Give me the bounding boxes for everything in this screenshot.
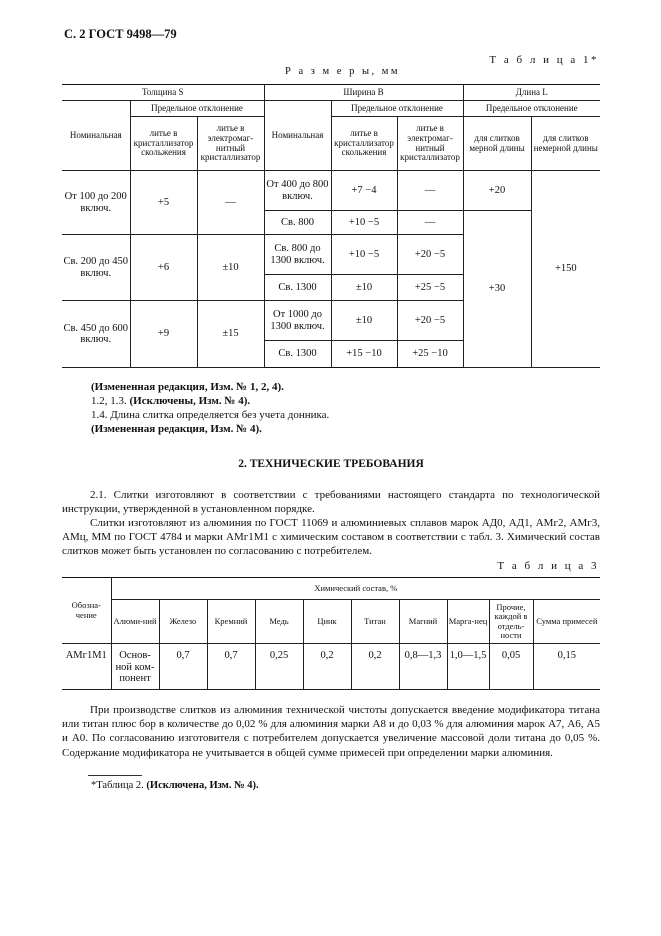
cell-designation: АМг1М1 xyxy=(62,644,111,690)
paragraph-modifier: При производстве слитков из алюминия технической чистоты допускается введение модификатора титана или титан плюс бор в количестве до 0,02 % для алюминия марки А8 и до 0,03 % для алюминия марок А7, А6, А5 и А0. По согласованию изготовителя с потребителем допускается увеличение массовой доли титана до 0,05 %. Содержание модификатора не учитывается в общей сумме примесей при определении марки алюминия. xyxy=(62,704,600,759)
thickness-cell: От 100 до 200 включ. xyxy=(62,171,130,235)
th-length-unmeasured: для слитков немерной длины xyxy=(531,117,600,171)
th-length-measured: для слитков мерной длины xyxy=(463,117,531,171)
cell-value: 1,0—1,5 xyxy=(447,644,489,690)
thickness-em-cell: ±10 xyxy=(197,235,264,301)
cell-value: 0,2 xyxy=(303,644,351,690)
width-slip-cell: ±10 xyxy=(331,301,397,341)
note-amendment-2: (Измененная редакция, Изм. № 4). xyxy=(91,423,262,435)
th-col: Марга-нец xyxy=(447,600,489,644)
th-col: Медь xyxy=(255,600,303,644)
th-width-deviation: Предельное отклонение xyxy=(331,101,463,117)
note-excluded-prefix: 1.2, 1.3. xyxy=(91,395,127,407)
footnote xyxy=(91,780,259,791)
th-col: Железо xyxy=(159,600,207,644)
thickness-slip-cell: +9 xyxy=(130,301,197,368)
width-slip-cell: +10 −5 xyxy=(331,235,397,275)
th-col: Прочие, каждой в отдель-ности xyxy=(489,600,533,644)
th-width-em: литье в электромаг-нитный кристаллизатор xyxy=(397,117,463,171)
th-col: Алюми-ний xyxy=(111,600,159,644)
cell-aluminium: Основ-ной ком-понент xyxy=(111,644,159,690)
th-col: Цинк xyxy=(303,600,351,644)
width-em-cell: +20 −5 xyxy=(397,301,463,341)
footnote-rule xyxy=(88,775,142,776)
length-unmeasured-cell: +150 xyxy=(531,171,600,368)
th-thickness-deviation: Предельное отклонение xyxy=(130,101,264,117)
length-measured-cell: +20 xyxy=(463,171,531,211)
th-thickness-slip: литье в кристаллизатор скольжения xyxy=(130,117,197,171)
th-length-deviation: Предельное отклонение xyxy=(463,101,600,117)
cell-value: 0,25 xyxy=(255,644,303,690)
th-designation: Обозна-чение xyxy=(62,578,111,644)
width-cell: Св. 1300 xyxy=(264,275,331,301)
th-thickness-em: литье в электромаг-нитный кристаллизатор xyxy=(197,117,264,171)
footnote-prefix: *Таблица 2. xyxy=(91,780,144,791)
footnote-bold: (Исключена, Изм. № 4). xyxy=(146,780,259,791)
width-slip-cell: ±10 xyxy=(331,275,397,301)
th-width-slip: литье в кристаллизатор скольжения xyxy=(331,117,397,171)
cell-value: 0,15 xyxy=(533,644,600,690)
note-length: 1.4. Длина слитка определяется без учета донника. xyxy=(91,409,330,421)
thickness-slip-cell: +6 xyxy=(130,235,197,301)
width-em-cell: +25 −5 xyxy=(397,275,463,301)
thickness-cell: Св. 200 до 450 включ. xyxy=(62,235,130,301)
width-slip-cell: +7 −4 xyxy=(331,171,397,211)
cell-value: 0,05 xyxy=(489,644,533,690)
paragraph-alloys: Слитки изготовляют из алюминия по ГОСТ 11069 и алюминиевых сплавов марок АД0, АД1, АМг2, АМг3, АМц, ММ по ГОСТ 4784 и марки АМг1М1 с химическим составом в соответствии с табл. 3. Химический состав слитков может быть установлен по согласованию с потребителем. xyxy=(62,517,600,558)
thickness-cell: Св. 450 до 600 включ. xyxy=(62,301,130,368)
paragraph-2-1: 2.1. Слитки изготовляют в соответствии с требованиями настоящего стандарта по технологической инструкции, утвержденной в установленном порядке. xyxy=(62,489,600,516)
width-slip-cell: +15 −10 xyxy=(331,341,397,368)
width-cell: Св. 800 xyxy=(264,211,331,235)
th-col: Кремний xyxy=(207,600,255,644)
table1-caption: Р а з м е р ы, мм xyxy=(285,66,401,77)
table1-label: Т а б л и ц а 1* xyxy=(489,54,599,66)
width-em-cell: +25 −10 xyxy=(397,341,463,368)
note-excluded xyxy=(91,394,250,408)
group-width: Ширина B xyxy=(264,85,463,101)
cell-value: 0,7 xyxy=(207,644,255,690)
width-cell: Св. 800 до 1300 включ. xyxy=(264,235,331,275)
width-cell: Св. 1300 xyxy=(264,341,331,368)
cell-value: 0,7 xyxy=(159,644,207,690)
width-em-cell: — xyxy=(397,171,463,211)
th-col: Сумма примесей xyxy=(533,600,600,644)
table3-label: Т а б л и ц а 3 xyxy=(497,560,599,572)
group-thickness: Толщина S xyxy=(62,85,264,101)
th-chemical-composition: Химический состав, % xyxy=(111,578,600,600)
dimensions-table xyxy=(62,84,600,368)
th-thickness-nominal: Номинальная xyxy=(62,101,130,171)
th-col: Магний xyxy=(399,600,447,644)
cell-value: 0,8—1,3 xyxy=(399,644,447,690)
width-cell: От 400 до 800 включ. xyxy=(264,171,331,211)
thickness-em-cell: ±15 xyxy=(197,301,264,368)
th-col: Титан xyxy=(351,600,399,644)
note-excluded-bold: (Исключены, Изм. № 4). xyxy=(129,395,251,407)
page-header: С. 2 ГОСТ 9498—79 xyxy=(64,27,177,41)
thickness-em-cell: — xyxy=(197,171,264,235)
length-measured-cell: +30 xyxy=(463,211,531,368)
group-length: Длина L xyxy=(463,85,600,101)
width-em-cell: +20 −5 xyxy=(397,235,463,275)
chemical-composition-table xyxy=(62,577,600,690)
th-width-nominal: Номинальная xyxy=(264,101,331,171)
section-title: 2. ТЕХНИЧЕСКИЕ ТРЕБОВАНИЯ xyxy=(238,458,424,470)
width-cell: От 1000 до 1300 включ. xyxy=(264,301,331,341)
width-slip-cell: +10 −5 xyxy=(331,211,397,235)
width-em-cell: — xyxy=(397,211,463,235)
note-amendment-1: (Измененная редакция, Изм. № 1, 2, 4). xyxy=(91,381,284,393)
thickness-slip-cell: +5 xyxy=(130,171,197,235)
cell-value: 0,2 xyxy=(351,644,399,690)
